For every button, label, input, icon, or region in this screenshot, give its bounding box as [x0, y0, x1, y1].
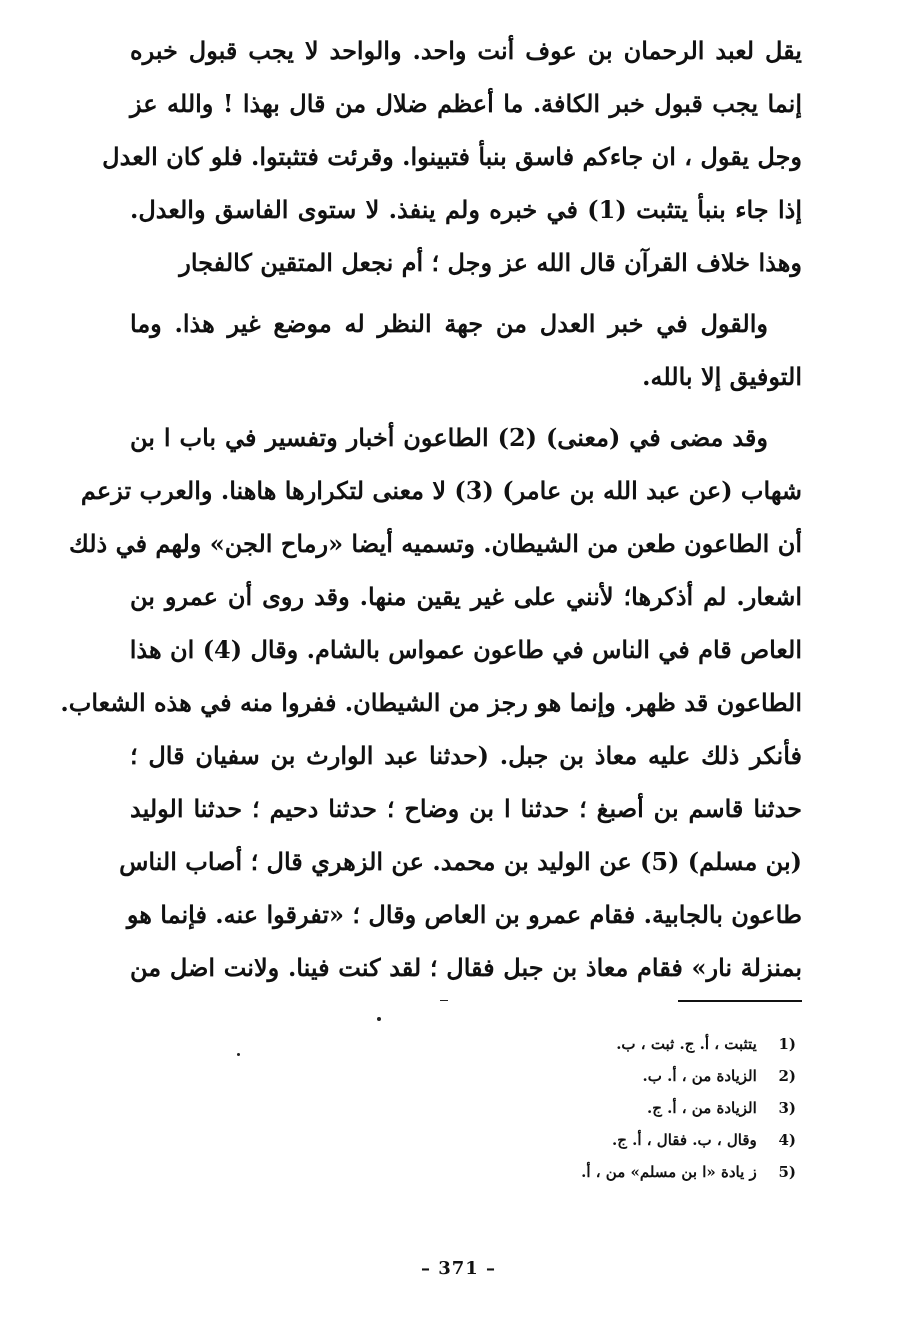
text-line: بمنزلة نار» فقام معاذ بن جبل فقال ؛ لقد كنت فينا. ولانت اضل من [130, 953, 802, 982]
text-line: يقل لعبد الرحمان بن عوف أنت واحد. والواحد لا يجب قبول خبره [130, 36, 802, 65]
page-number: – 371 – [420, 1258, 497, 1279]
text-line: فأنكر ذلك عليه معاذ بن جبل. (حدثنا عبد الوارث بن سفيان قال ؛ [130, 741, 802, 770]
footnote-text: الزيادة من ، أ. ب. [642, 1067, 757, 1085]
footnote-text: ز يادة «ا بن مسلم» من ، أ. [581, 1163, 757, 1181]
footnote-item [430, 1156, 796, 1188]
text-line: إنما يجب قبول خبر الكافة. ما أعظم ضلال من قال بهذا ! والله عز [130, 89, 802, 118]
footnote-number: 3) [778, 1099, 796, 1117]
scan-speck [440, 1000, 448, 1001]
text-line: وهذا خلاف القرآن قال الله عز وجل ؛ أم نجعل المتقين كالفجار [179, 248, 802, 277]
text-line: الطاعون قد ظهر. وإنما هو رجز من الشيطان. ففروا منه في هذه الشعاب. [60, 688, 802, 717]
text-line: شهاب (عن عبد الله بن عامر) (3) لا معنى لتكرارها هاهنا. والعرب تزعم [80, 476, 802, 505]
footnote-text: وقال ، ب. فقال ، أ. ج. [612, 1131, 757, 1149]
paragraph-3 [60, 411, 802, 994]
footnote-item [430, 1124, 796, 1156]
text-line: اشعار. لم أذكرها؛ لأنني على غير يقين منها. وقد روى أن عمرو بن [130, 582, 802, 611]
scan-speck [237, 1053, 240, 1056]
main-text [60, 24, 803, 994]
footnote-text: يتثبت ، أ. ج. ثبت ، ب. [616, 1035, 757, 1053]
text-line: إذا جاء بنبأ يتثبت (1) في خبره ولم ينفذ. لا ستوى الفاسق والعدل. [130, 195, 803, 224]
text-line: والقول في خبر العدل من جهة النظر له موضع غير هذا. وما [130, 309, 768, 338]
footnote-item [430, 1028, 796, 1060]
footnotes [430, 1028, 796, 1188]
text-line: طاعون بالجابية. فقام عمرو بن العاص وقال ؛ «تفرقوا عنه. فإنما هو [126, 900, 802, 929]
text-line: وجل يقول ، ان جاءكم فاسق بنبأ فتبينوا. وقرئت فتثبتوا. فلو كان العدل [102, 142, 802, 171]
footnote-number: 1) [778, 1035, 796, 1053]
text-line: وقد مضى في (معنى) (2) الطاعون أخبار وتفسير في باب ا بن [130, 423, 768, 452]
text-line: أن الطاعون طعن من الشيطان. وتسميه أيضا «رماح الجن» ولهم في ذلك [69, 529, 802, 558]
footnote-separator [678, 1000, 802, 1002]
footnote-number: 2) [778, 1067, 796, 1085]
paragraph-1 [102, 24, 803, 289]
text-line: حدثنا قاسم بن أصبغ ؛ حدثنا ا بن وضاح ؛ حدثنا دحيم ؛ حدثنا الوليد [130, 794, 802, 823]
scan-speck [377, 1017, 381, 1021]
footnote-item [430, 1060, 796, 1092]
text-line: التوفيق إلا بالله. [642, 362, 802, 391]
text-line: (بن مسلم) (5) عن الوليد بن محمد. عن الزهري قال ؛ أصاب الناس [119, 847, 802, 876]
footnote-item [430, 1092, 796, 1124]
footnote-number: 4) [778, 1131, 796, 1149]
paragraph-2 [130, 297, 802, 403]
footnote-text: الزيادة من ، أ. ج. [646, 1099, 757, 1117]
text-line: العاص قام في الناس في طاعون عمواس بالشام. وقال (4) ان هذا [129, 635, 802, 664]
footnote-number: 5) [778, 1163, 796, 1181]
